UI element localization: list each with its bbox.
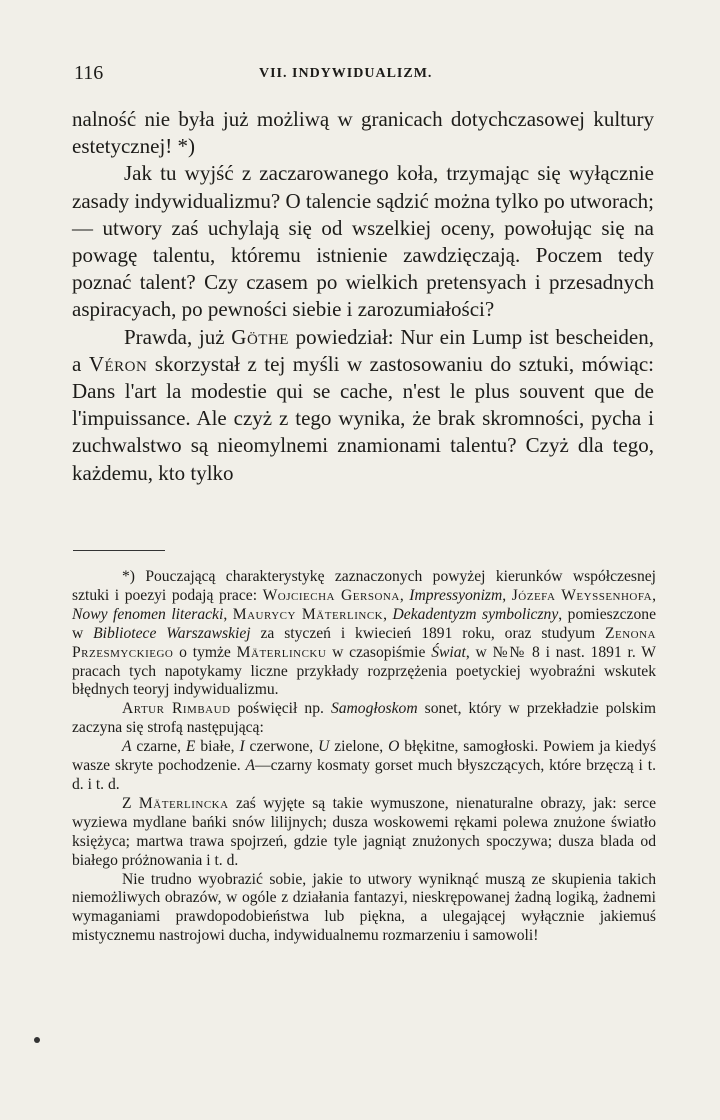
vowel: O bbox=[388, 738, 400, 756]
text: Prawda, już bbox=[124, 324, 232, 349]
vowel: A bbox=[245, 757, 256, 775]
running-title: VII. INDYWIDUALIZM. bbox=[259, 66, 433, 81]
text: poświęcił np. bbox=[230, 700, 331, 718]
text: —czarny kosmaty gorset much błyszczących, które brzęczą i t. d. i t. d. bbox=[72, 757, 656, 793]
text: , w №№ 8 i nast. 1891 r. W pracach tych napotykamy liczne przykłady rozprzężenia poetyckiej wyobraźni wskutek błędnych teoryj indywidualizmu. bbox=[72, 643, 657, 699]
text: białe, bbox=[195, 738, 240, 756]
paragraph bbox=[72, 324, 654, 487]
footnotes bbox=[72, 568, 656, 946]
text: o tymże bbox=[173, 643, 237, 661]
work-title: Dekadentyzm symboliczny bbox=[392, 605, 559, 623]
author-name: Maurycy Mäterlinck bbox=[232, 605, 384, 623]
author-name: Mäterlincka bbox=[138, 794, 229, 812]
text: zielone, bbox=[329, 738, 389, 756]
footnote-paragraph bbox=[72, 700, 656, 738]
paragraph-continuation: nalność nie była już możliwą w granicach dotychczasowej kultury estetycznej! *) bbox=[72, 107, 654, 159]
page-number: 116 bbox=[74, 62, 104, 84]
work-title: Impressyonizm bbox=[409, 586, 503, 604]
vowel: E bbox=[185, 738, 196, 756]
journal-title: Bibliotece Warszawskiej bbox=[93, 624, 251, 642]
text: , bbox=[399, 586, 410, 604]
footnote-paragraph bbox=[72, 795, 656, 871]
main-text bbox=[72, 106, 654, 487]
text: błękitne, samogłoski. Powiem ja kiedyś wasze skryte pochodzenie. bbox=[72, 738, 657, 775]
text: czerwone, bbox=[244, 738, 319, 756]
footnote-paragraph: Nie trudno wyobrazić sobie, jakie to utwory wyniknąć muszą ze skupienia takich niemożliwych obrazów, w ogóle z działania fantazyi, nieskrępowanej żadną logiką, żadnemi wymaganiami prawdopodobieństwa lub piękna, a ulegającej wyłącznie jakiemuś mistycznemu nastrojowi ducha, indywidualnemu rozmarzeniu i samowoli! bbox=[72, 870, 656, 945]
text: powiedział: Nur ein Lump ist bescheiden, a bbox=[72, 324, 654, 376]
vowel: U bbox=[318, 738, 330, 756]
poem-quote bbox=[72, 738, 656, 795]
text: w czasopiśmie bbox=[326, 643, 432, 661]
footnote-paragraph bbox=[72, 568, 656, 700]
text: , pomieszczone w bbox=[72, 605, 656, 642]
work-title: Samogłoskom bbox=[330, 700, 418, 718]
text: czarne, bbox=[131, 738, 186, 756]
text: , bbox=[652, 586, 657, 604]
author-name: Artur Rimbaud bbox=[122, 700, 231, 718]
ink-spot bbox=[34, 1037, 40, 1043]
paragraph: Jak tu wyjść z zaczarowanego koła, trzymając się wyłącznie zasady indywidualizmu? O talencie sądzić można tylko po utworach; — utwory zaś uchylają się od wszelkiej oceny, powołując się na powagę talentu, któremu istnienie zawdzięczają. Poczem tedy poznać talent? Czy czasem po wielkich pretensyach i przesadnych aspiracyach, po pewności siebie i zarozumiałości? bbox=[72, 161, 654, 322]
page-header bbox=[74, 62, 654, 88]
journal-title: Świat bbox=[431, 643, 466, 661]
vowel: A bbox=[122, 738, 132, 756]
text: skorzystał z tej myśli w zastosowaniu do sztuki, mówiąc: Dans l'art la modestie qui se cache, n'est le plus souvent que de l'impuissance. Ale czyż z tego wynika, że brak skromności, pycha i zuchwalstwo są nieomylnemi znamionami talentu? Czyż dla tego, każdemu, kto tylko bbox=[72, 351, 654, 485]
text: , bbox=[383, 605, 393, 623]
footnote-separator bbox=[73, 550, 165, 551]
work-title: Nowy fenomen literacki bbox=[72, 605, 224, 623]
author-name: Mäterlincku bbox=[236, 643, 327, 661]
text: sonet, który w przekładzie polskim zaczyna się strofą następującą: bbox=[72, 700, 656, 737]
author-name: Véron bbox=[88, 351, 148, 376]
text: , bbox=[223, 605, 233, 623]
author-name: Wojciecha Gersona bbox=[262, 586, 400, 604]
author-name: Józefa Weyssenhofa bbox=[511, 586, 653, 604]
text: za styczeń i kwiecień 1891 roku, oraz studyum bbox=[250, 624, 605, 642]
author-name: Zenona Przesmyckiego bbox=[72, 624, 656, 661]
text: , bbox=[502, 586, 512, 604]
text: *) Pouczającą charakterystykę zaznaczonych powyżej kierunków współczesnej sztuki i poezyi podają prace: bbox=[72, 568, 656, 604]
text: zaś wyjęte są takie wymuszone, nienaturalne obrazy, jak: serce wyziewa mydlane bańki snów lilijnych; dusza woskowemi rękami polewa znużone światło księżyca; martwa trawa spojrzeń, gdzie tyle jagniąt znużonych spoczywa; dusza blada od białego próżnowania i t. d. bbox=[72, 794, 656, 869]
author-name: Göthe bbox=[231, 324, 289, 349]
text: Z bbox=[122, 794, 139, 812]
vowel: I bbox=[239, 738, 245, 756]
